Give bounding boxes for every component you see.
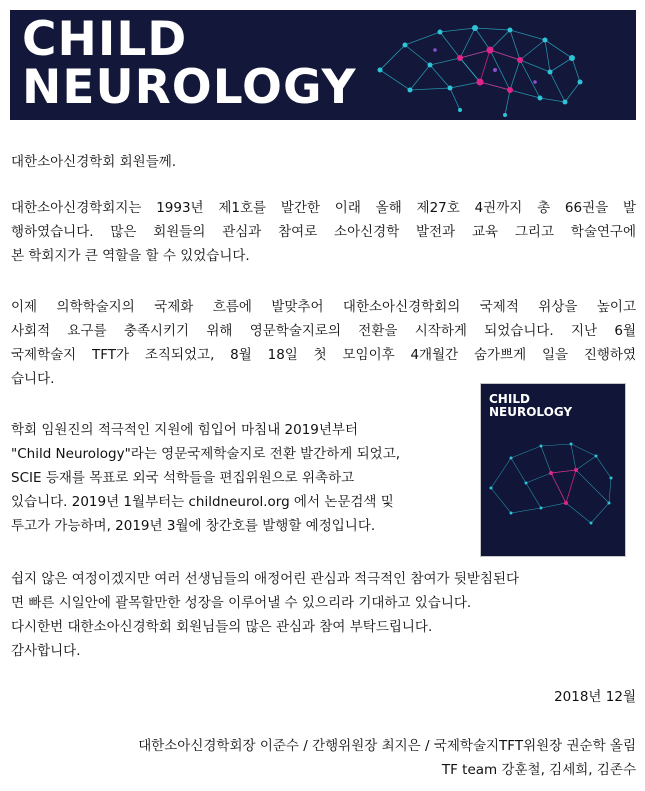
cover-title bbox=[489, 393, 572, 419]
paragraph-internationalization bbox=[11, 295, 636, 391]
brain-network-graphic bbox=[310, 10, 636, 120]
greeting: 대한소아신경학회 회원들께. bbox=[11, 154, 177, 170]
paragraph-line: 면 빠른 시일안에 괄목할만한 성장을 이루어낼 수 있으리라 기대하고 있습니다. bbox=[11, 595, 472, 611]
paragraph-line: 학회 임원진의 적극적인 지원에 힘입어 마침내 2019년부터 bbox=[11, 422, 359, 438]
paragraph-history bbox=[11, 196, 636, 268]
cover-title-line2: NEUROLOGY bbox=[489, 405, 573, 419]
banner-title bbox=[22, 12, 357, 115]
tf-team-line: TF team 강훈철, 김세희, 김존수 bbox=[441, 762, 636, 778]
paragraph-closing bbox=[11, 567, 636, 663]
paragraph-line: 습니다. bbox=[11, 371, 55, 387]
banner-title-line1: CHILD bbox=[22, 12, 188, 67]
paragraph-line: 국제학술지 TFT가 조직되었고, 8월 18일 첫 모임이후 4개월간 숨가쁘게 일을 진행하였 bbox=[11, 347, 636, 363]
paragraph-line: 쉽지 않은 여정이겠지만 여러 선생님들의 애정어린 관심과 적극적인 참여가 뒷받침된다 bbox=[11, 571, 520, 587]
paragraph-line: SCIE 등재를 목표로 외국 석학들을 편집위원으로 위촉하고 bbox=[11, 470, 355, 486]
paragraph-line: "Child Neurology"라는 영문국제학술지로 전환 발간하게 되었고, bbox=[11, 446, 401, 462]
paragraph-line: 있습니다. 2019년 1월부터는 childneurol.org 에서 논문검색 및 bbox=[11, 494, 394, 510]
paragraph-launch bbox=[11, 418, 466, 538]
cover-brain-graphic bbox=[481, 428, 625, 540]
paragraph-line: 대한소아신경학회지는 1993년 제1호를 발간한 이래 올해 제27호 4권까지 총 66권을 발 bbox=[11, 200, 636, 216]
paragraph-line: 사회적 요구를 충족시키기 위해 영문학술지로의 전환을 시작하게 되었습니다. 지난 6월 bbox=[11, 323, 636, 339]
paragraph-line: 감사합니다. bbox=[11, 643, 81, 659]
signature-line: 대한소아신경학회장 이준수 / 간행위원장 최지은 / 국제학술지TFT위원장 권순학 올림 bbox=[138, 738, 636, 754]
journal-cover-image bbox=[480, 383, 626, 557]
journal-banner bbox=[10, 10, 636, 120]
paragraph-line: 투고가 가능하며, 2019년 3월에 창간호를 발행할 예정입니다. bbox=[11, 518, 376, 534]
paragraph-line: 다시한번 대한소아신경학회 회원님들의 많은 관심과 참여 부탁드립니다. bbox=[11, 619, 433, 635]
paragraph-line: 행하였습니다. 많은 회원들의 관심과 참여로 소아신경학 발전과 교육 그리고 학술연구에 bbox=[11, 224, 636, 240]
cover-title-line1: CHILD bbox=[489, 392, 530, 406]
banner-title-line2: NEUROLOGY bbox=[22, 60, 357, 115]
letter-date: 2018년 12월 bbox=[554, 689, 636, 705]
paragraph-line: 본 학회지가 큰 역할을 할 수 있었습니다. bbox=[11, 248, 250, 264]
paragraph-line: 이제 의학학술지의 국제화 흐름에 발맞추어 대한소아신경학회의 국제적 위상을 높이고 bbox=[11, 299, 636, 315]
